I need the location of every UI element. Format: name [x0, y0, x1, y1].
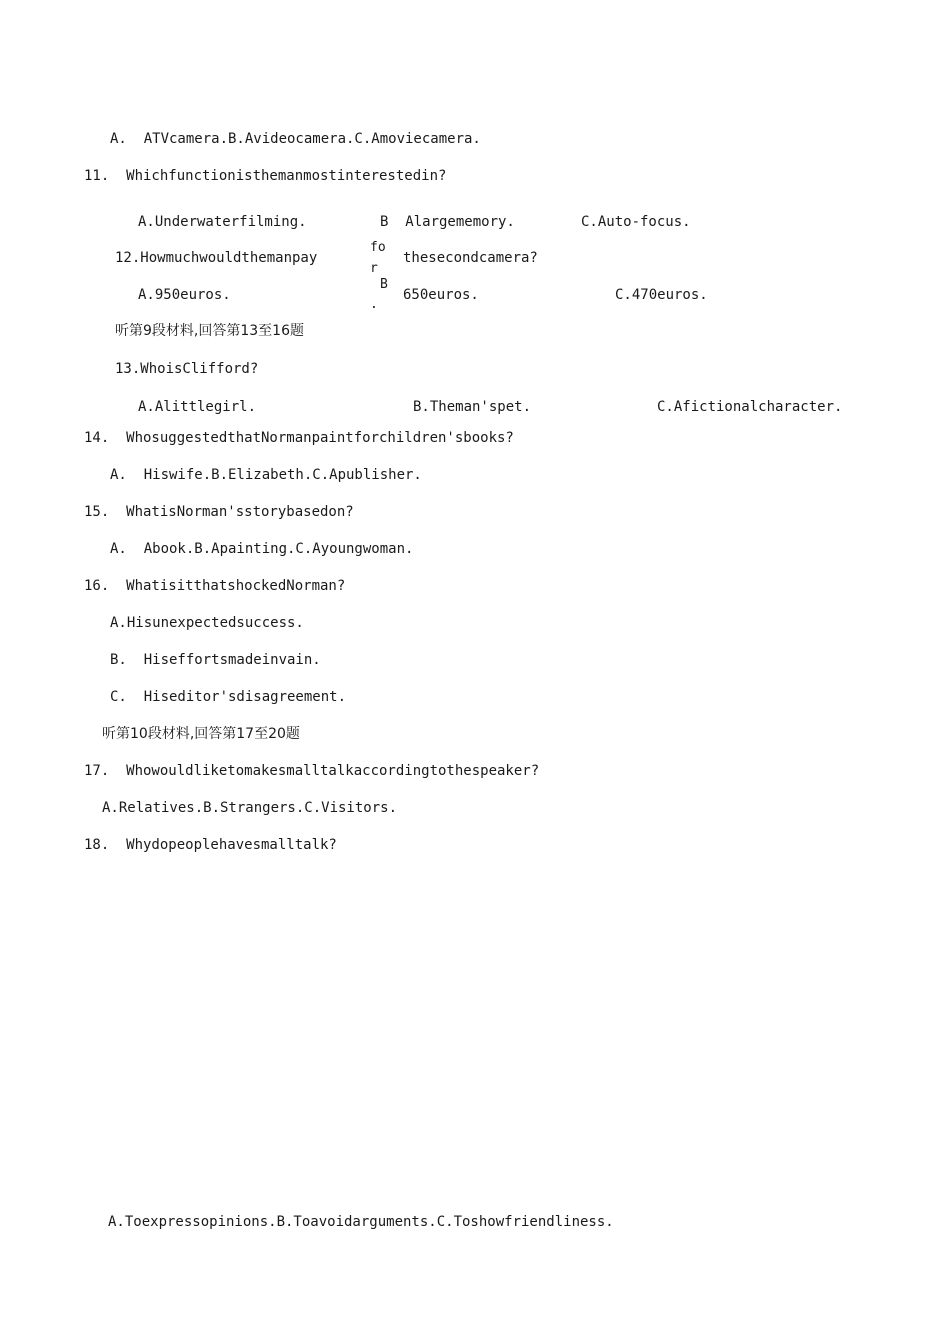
- q13-option-c: C.Afictionalcharacter.: [657, 399, 843, 415]
- q12-option-b-dot: .: [370, 297, 378, 312]
- q16-option-b: B. Hiseffortsmadeinvain.: [110, 652, 321, 668]
- q15-options: A. Abook.B.Apainting.C.Ayoungwoman.: [110, 541, 414, 557]
- q12-option-b-letter: B: [380, 277, 388, 292]
- q13-option-a: A.Alittlegirl.: [138, 399, 257, 415]
- q13-stem: 13.WhoisClifford?: [115, 361, 259, 377]
- q12-stem: 12.Howmuchwouldthemanpay: [115, 250, 318, 266]
- q12-option-a: A.950euros.: [138, 287, 231, 303]
- q17-stem: 17. Whowouldliketomakesmalltalkaccordingtothespeaker?: [84, 763, 540, 779]
- section-9-instruction: 听第9段材料,回答第13至16题: [115, 323, 304, 339]
- q11-option-b: B Alargememory.: [380, 214, 515, 230]
- q18-stem: 18. Whydopeoplehavesmalltalk?: [84, 837, 337, 853]
- q16-option-a: A.Hisunexpectedsuccess.: [110, 615, 304, 631]
- q16-option-c: C. Hiseditor'sdisagreement.: [110, 689, 347, 705]
- q18-options: A.Toexpressopinions.B.Toavoidarguments.C.Toshowfriendliness.: [108, 1214, 614, 1230]
- q15-stem: 15. WhatisNorman'sstorybasedon?: [84, 504, 354, 520]
- q11-stem: 11. Whichfunctionisthemanmostinterestedin?: [84, 168, 447, 184]
- q14-options: A. Hiswife.B.Elizabeth.C.Apublisher.: [110, 467, 422, 483]
- q16-stem: 16. WhatisitthatshockedNorman?: [84, 578, 346, 594]
- q17-options: A.Relatives.B.Strangers.C.Visitors.: [102, 800, 398, 816]
- q14-stem: 14. WhosuggestedthatNormanpaintforchildren'sbooks?: [84, 430, 514, 446]
- q12-stem-fragment-fo: fo: [370, 240, 386, 255]
- q12-stem-fragment-r: r: [370, 261, 378, 276]
- q12-option-b: 650euros.: [403, 287, 479, 303]
- q11-option-a: A.Underwaterfilming.: [138, 214, 307, 230]
- q12-option-c: C.470euros.: [615, 287, 708, 303]
- q12-stem-end: thesecondcamera?: [403, 250, 538, 266]
- q11-option-c: C.Auto-focus.: [581, 214, 691, 230]
- q10-options: A. ATVcamera.B.Avideocamera.C.Amoviecamera.: [110, 131, 481, 147]
- q13-option-b: B.Theman'spet.: [413, 399, 532, 415]
- section-10-instruction: 听第10段材料,回答第17至20题: [102, 726, 300, 742]
